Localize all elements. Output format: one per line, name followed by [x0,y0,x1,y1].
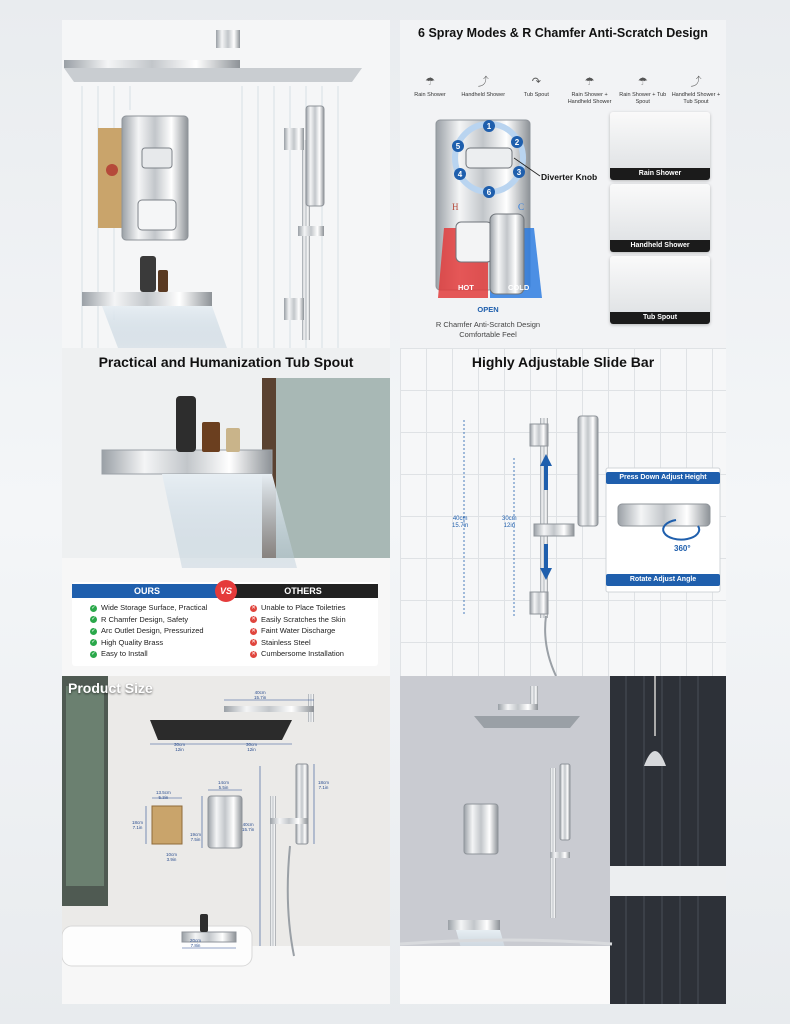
spray-modes-panel [400,20,726,348]
dial-number: 5 [455,142,461,151]
product-size-title: Product Size [68,680,153,696]
dim-head-left: 30cm 12in [174,742,186,753]
press-adjust-tag: Press Down Adjust Height [606,472,720,484]
open-label: OPEN [477,305,499,314]
product-size-panel [62,676,390,1004]
ours-header: OURS [72,584,222,598]
rain-handheld-icon: ☂ [584,76,595,88]
bathroom-scene [400,676,726,1004]
others-item: ✕ Easily Scratches the Skin [251,614,346,624]
slide-bar-title: Highly Adjustable Slide Bar [471,354,655,370]
cross-icon: ✕ [251,627,256,634]
others-header: OTHERS [228,584,378,598]
ours-item: ✓ R Chamfer Design, Safety [91,614,189,624]
dim-head-right: 30cm 12in [246,742,258,753]
cold-label: COLD [508,283,530,292]
dim-valve-width: 13.5cm 5.3in [156,790,171,801]
hot-label: HOT [458,283,474,292]
rain-shower-head [64,30,362,82]
chamfer-caption-2: Comfortable Feel [459,330,517,339]
cross-icon: ✕ [251,650,256,657]
dim-plate-width: 14cm 5.5in [218,780,230,791]
diverter-valve-diagram [414,118,624,348]
dim-arm: 40cm 15.7in [254,690,267,701]
slide-range-dim: 30cm 12in [502,516,517,529]
shower-system-illustration [62,20,390,348]
diverter-knob-label: Diverter Knob [541,172,598,182]
rotate-adjust-tag: Rotate Adjust Angle [606,574,720,586]
rotation-angle-label: 360° [674,544,691,553]
spray-mode-list [404,76,722,105]
dial-number: 2 [514,138,520,147]
slide-bar-diagram [400,348,726,676]
cross-icon: ✕ [251,604,256,611]
spray-mode-handheld: ⤴ Handheld Shower [457,76,509,105]
spray-mode-rain: ☂ Rain Shower [404,76,456,105]
check-icon: ✓ [91,639,96,646]
cross-icon: ✕ [251,639,256,646]
spray-mode-rain-tub: ☂ Rain Shower + Tub Spout [617,76,669,105]
cold-marker: C [518,202,525,212]
ours-list [90,602,207,660]
dim-bar-height: 40cm 15.7in [242,822,255,833]
ours-item: ✓ Arc Outlet Design, Pressurized [91,626,204,635]
check-icon: ✓ [91,616,96,623]
chamfer-caption-1: R Chamfer Anti-Scratch Design [435,320,541,329]
rain-shower-icon: ☂ [425,76,435,88]
dim-plate-height: 19cm 7.5in [190,832,202,843]
spray-mode-handheld-tub: ⤴ Handheld Shower + Tub Spout [671,76,721,105]
rain-tub-icon: ☂ [637,76,648,88]
ours-item: ✓ Wide Storage Surface, Practical [91,603,208,612]
vs-badge: VS [215,580,237,602]
dial-number: 1 [486,122,492,131]
tub-spout-icon: ↷ [531,76,541,88]
others-item: ✕ Faint Water Discharge [251,626,336,635]
others-list [250,602,346,660]
hot-marker: H [452,202,459,212]
slide-bar-panel [400,348,726,676]
ours-item: ✓ Easy to Install [91,649,148,658]
others-item: ✕ Unable to Place Toiletries [251,603,346,612]
overview-panel [62,20,390,348]
spray-mode-tub: ↷ Tub Spout [510,76,562,105]
dim-valve-depth: 10cm 3.9in [166,852,178,863]
dial-number: 4 [457,170,463,179]
thumb-rain-shower: Rain Shower [610,112,710,180]
dim-handheld: 18cm 7.1in [318,780,330,791]
rough-in-valve [98,116,188,240]
others-item: ✕ Stainless Steel [251,637,311,647]
waterfall-tub-spout [82,256,227,348]
handheld-tub-icon: ⤴ [690,76,702,88]
dial-number: 3 [516,168,522,177]
tub-spout-title: Practical and Humanization Tub Spout [98,354,354,370]
dim-valve-height: 18cm 7.1in [132,820,144,831]
handheld-shower-icon: ⤴ [477,76,489,88]
thumb-tub-spout: Tub Spout [610,256,710,324]
tub-spout-panel [62,348,390,676]
bar-height-dim: 40cm 15.7in [452,516,469,529]
ours-item: ✓ High Quality Brass [91,637,164,647]
check-icon: ✓ [91,627,96,634]
dial-number: 6 [486,188,492,197]
comparison-table [72,582,378,666]
spray-modes-title: 6 Spray Modes & R Chamfer Anti-Scratch Design [418,26,708,40]
product-size-diagram [62,676,390,1004]
thumb-handheld-shower: Handheld Shower [610,184,710,252]
dim-spout: 20cm 7.8in [190,938,202,949]
installed-scene-panel [400,676,726,1004]
cross-icon: ✕ [251,616,256,623]
others-item: ✕ Cumbersome Installation [251,649,344,658]
check-icon: ✓ [91,604,96,611]
spray-mode-rain-handheld: ☂ Rain Shower + Handheld Shower [564,76,616,105]
check-icon: ✓ [91,650,96,657]
